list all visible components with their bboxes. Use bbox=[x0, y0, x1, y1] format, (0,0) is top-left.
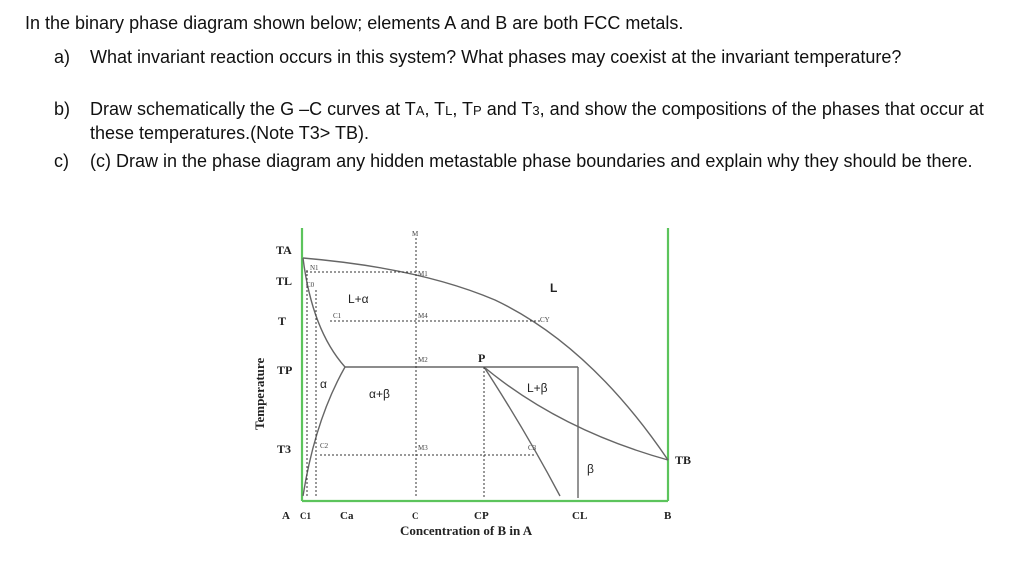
phase-label-alpha-beta: α+β bbox=[369, 387, 390, 401]
part-a-marker: a) bbox=[54, 47, 71, 67]
point-label-m2: M2 bbox=[418, 356, 428, 364]
conc-label-c1: C1 bbox=[300, 511, 311, 521]
temp-label-t: T bbox=[278, 314, 287, 328]
liquidus-upper-curve bbox=[303, 258, 668, 460]
part-a-text: What invariant reaction occurs in this system? What phases may coexist at the invariant temperature? bbox=[90, 47, 902, 67]
point-label-c0: C0 bbox=[306, 281, 315, 289]
point-label-m1: M1 bbox=[418, 270, 428, 278]
phase-label-alpha: α bbox=[320, 377, 327, 391]
part-b-marker: b) bbox=[54, 99, 71, 119]
temp-label-tp: TP bbox=[277, 363, 293, 377]
conc-label-a: A bbox=[282, 510, 290, 522]
point-label-c1: C1 bbox=[333, 312, 342, 320]
conc-label-ca: Ca bbox=[340, 510, 354, 522]
phase-label-liquid: L bbox=[550, 281, 558, 295]
point-label-p: P bbox=[478, 351, 486, 365]
liquidus-beta-curve bbox=[484, 367, 668, 460]
temp-label-tl: TL bbox=[276, 274, 293, 288]
point-label-m: M bbox=[412, 230, 419, 238]
point-label-m3: M3 bbox=[418, 444, 428, 452]
phase-label-beta: β bbox=[587, 462, 594, 476]
solidus-beta-curve bbox=[484, 367, 560, 496]
conc-label-cl: CL bbox=[572, 510, 588, 522]
part-b-text: Draw schematically the G –C curves at TA, TL, TP and T3, and show the compositions of the phases that occur at these temperatures.(Note T3> TB). bbox=[90, 99, 984, 143]
point-label-cy: CY bbox=[540, 316, 550, 324]
conc-label-c: C bbox=[412, 511, 419, 521]
point-label-n1: N1 bbox=[310, 264, 319, 272]
phase-label-liquid-beta: L+β bbox=[527, 381, 548, 395]
conc-label-b: B bbox=[664, 510, 672, 522]
part-c-marker: c) bbox=[54, 151, 69, 171]
point-label-m4: M4 bbox=[418, 312, 428, 320]
y-axis-label: Temperature bbox=[252, 357, 267, 430]
phase-label-liquid-alpha: L+α bbox=[348, 292, 369, 306]
x-axis-label: Concentration of B in A bbox=[400, 523, 533, 538]
question-intro: In the binary phase diagram shown below; elements A and B are both FCC metals. bbox=[25, 13, 684, 33]
point-label-c3: C3 bbox=[528, 444, 537, 452]
temp-label-ta: TA bbox=[276, 243, 292, 257]
point-label-c2: C2 bbox=[320, 442, 329, 450]
temp-label-t3: T3 bbox=[277, 442, 292, 456]
temp-label-tb: TB bbox=[675, 453, 692, 467]
conc-label-cp: CP bbox=[474, 510, 489, 522]
part-c-text: (c) Draw in the phase diagram any hidden metastable phase boundaries and explain why they should be there. bbox=[90, 151, 973, 171]
